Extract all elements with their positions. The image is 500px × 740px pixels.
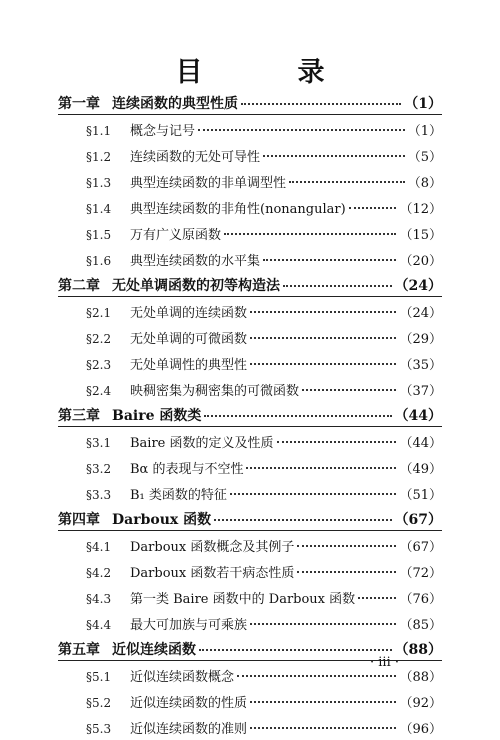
- dot-leader: [297, 539, 396, 547]
- chapter-rule: [58, 296, 442, 297]
- section-number: §5.1: [86, 669, 112, 684]
- section-number: §4.4: [86, 617, 112, 632]
- dot-leader: [283, 279, 392, 287]
- section-title: 近似连续函数的准则: [130, 721, 248, 737]
- section-page-number: （49）: [399, 461, 442, 477]
- toc-section-row[interactable]: [86, 532, 442, 558]
- toc-section-row[interactable]: [86, 324, 442, 350]
- toc-section-row[interactable]: [86, 246, 442, 272]
- section-number: §1.5: [86, 227, 112, 242]
- chapter-heading: [58, 275, 280, 295]
- dot-leader: [263, 149, 405, 157]
- section-heading: [86, 328, 247, 347]
- section-number: §2.4: [86, 383, 112, 398]
- chapter-page-number: （1）: [404, 96, 442, 112]
- chapter-heading: [58, 509, 211, 529]
- toc-section-row[interactable]: [86, 584, 442, 610]
- chapter-title: 无处单调函数的初等构造法: [112, 278, 280, 294]
- section-heading: [86, 562, 294, 581]
- section-heading: [86, 588, 355, 607]
- section-page-number: （1）: [407, 123, 442, 139]
- section-heading: [86, 484, 227, 503]
- chapter-page-number: （88）: [394, 642, 442, 658]
- dot-leader: [358, 591, 396, 599]
- chapter-number: 第四章: [58, 512, 100, 528]
- section-page-number: （96）: [399, 721, 442, 737]
- section-heading: [86, 146, 260, 165]
- toc-section-row[interactable]: [86, 220, 442, 246]
- dot-leader: [302, 383, 396, 391]
- chapter-number: 第二章: [58, 278, 100, 294]
- section-heading: [86, 536, 294, 555]
- dot-leader: [214, 513, 391, 521]
- section-number: §1.6: [86, 253, 112, 268]
- section-title: 连续函数的无处可导性: [130, 149, 261, 165]
- chapter-number: 第一章: [58, 96, 100, 112]
- section-heading: [86, 354, 247, 373]
- section-page-number: （12）: [399, 201, 442, 217]
- section-number: §3.3: [86, 487, 112, 502]
- dot-leader: [241, 97, 401, 105]
- dot-leader: [237, 669, 396, 677]
- section-page-number: （37）: [399, 383, 442, 399]
- dot-leader: [297, 565, 396, 573]
- dot-leader: [250, 617, 396, 625]
- chapter-heading: [58, 93, 238, 113]
- section-title: 典型连续函数的非角性(nonangular): [130, 201, 346, 217]
- section-heading: [86, 380, 299, 399]
- chapter-heading: [58, 405, 201, 425]
- dot-leader: [199, 643, 392, 651]
- dot-leader: [204, 409, 391, 417]
- section-number: §3.2: [86, 461, 112, 476]
- toc-section-row[interactable]: [86, 168, 442, 194]
- section-page-number: （92）: [399, 695, 442, 711]
- section-title: 最大可加族与可乘族: [130, 617, 248, 633]
- toc-section-row[interactable]: [86, 350, 442, 376]
- section-page-number: （51）: [399, 487, 442, 503]
- dot-leader: [224, 227, 396, 235]
- section-heading: [86, 458, 243, 477]
- toc-section-row[interactable]: [86, 428, 442, 454]
- toc-section-row[interactable]: [86, 558, 442, 584]
- dot-leader: [246, 461, 396, 469]
- chapter-page-number: （44）: [394, 408, 442, 424]
- chapter-title: 连续函数的典型性质: [112, 96, 238, 112]
- section-heading: [86, 692, 247, 711]
- section-number: §1.2: [86, 149, 112, 164]
- section-title: 近似连续函数概念: [130, 669, 235, 685]
- section-heading: [86, 302, 247, 321]
- section-number: §1.1: [86, 123, 112, 138]
- section-number: §5.3: [86, 721, 112, 736]
- toc-section-row[interactable]: [86, 116, 442, 142]
- toc-chapter-row[interactable]: [58, 402, 442, 428]
- section-number: §1.4: [86, 201, 112, 216]
- toc-chapter-row[interactable]: [58, 506, 442, 532]
- section-heading: [86, 666, 234, 685]
- toc-chapter-row[interactable]: [58, 90, 442, 116]
- dot-leader: [277, 435, 397, 443]
- toc-section-row[interactable]: [86, 480, 442, 506]
- chapter-rule: [58, 530, 442, 531]
- section-title: 概念与记号: [130, 123, 196, 139]
- dot-leader: [250, 721, 396, 729]
- section-title: 无处单调性的典型性: [130, 357, 248, 373]
- section-number: §4.3: [86, 591, 112, 606]
- section-page-number: （76）: [399, 591, 442, 607]
- page-number: · iii ·: [370, 655, 400, 670]
- chapter-number: 第五章: [58, 642, 100, 658]
- toc-section-row[interactable]: [86, 142, 442, 168]
- section-page-number: （44）: [399, 435, 442, 451]
- page-title: 目 录: [175, 57, 359, 88]
- chapter-number: 第三章: [58, 408, 100, 424]
- section-heading: [86, 224, 221, 243]
- section-heading: [86, 172, 286, 191]
- section-heading: [86, 614, 247, 633]
- section-title: 典型连续函数的非单调型性: [130, 175, 287, 191]
- toc-section-row[interactable]: [86, 194, 442, 220]
- toc-chapter-row[interactable]: [58, 272, 442, 298]
- toc-section-row[interactable]: [86, 454, 442, 480]
- chapter-title: Baire 函数类: [112, 408, 202, 424]
- chapter-rule: [58, 426, 442, 427]
- section-heading: [86, 718, 247, 737]
- dot-leader: [263, 253, 396, 261]
- dot-leader: [230, 487, 397, 495]
- dot-leader: [289, 175, 405, 183]
- dot-leader: [250, 695, 396, 703]
- section-title: 典型连续函数的水平集: [130, 253, 261, 269]
- chapter-title: 近似连续函数: [112, 642, 196, 658]
- toc-section-row[interactable]: [86, 688, 442, 714]
- toc-section-row[interactable]: [86, 610, 442, 636]
- section-number: §3.1: [86, 435, 112, 450]
- section-number: §1.3: [86, 175, 112, 190]
- section-title: 近似连续函数的性质: [130, 695, 248, 711]
- toc-section-row[interactable]: [86, 714, 442, 740]
- section-title: Darboux 函数概念及其例子: [130, 539, 295, 555]
- section-title: B₁ 类函数的特征: [130, 487, 227, 503]
- section-title: 映稠密集为稠密集的可微函数: [130, 383, 300, 399]
- section-title: Darboux 函数若干病态性质: [130, 565, 295, 581]
- dot-leader: [250, 331, 396, 339]
- section-page-number: （72）: [399, 565, 442, 581]
- section-number: §5.2: [86, 695, 112, 710]
- section-number: §2.1: [86, 305, 112, 320]
- section-heading: [86, 250, 260, 269]
- section-title: 万有广义原函数: [130, 227, 222, 243]
- section-title: Baire 函数的定义及性质: [130, 435, 274, 451]
- section-page-number: （15）: [399, 227, 442, 243]
- section-title: Bα 的表现与不空性: [130, 461, 244, 477]
- toc-chapter-row[interactable]: [58, 636, 442, 662]
- section-title: 第一类 Baire 函数中的 Darboux 函数: [130, 591, 356, 607]
- toc-section-row[interactable]: [86, 662, 442, 688]
- section-number: §2.2: [86, 331, 112, 346]
- dot-leader: [250, 357, 396, 365]
- toc-section-row[interactable]: [86, 376, 442, 402]
- toc-section-row[interactable]: [86, 298, 442, 324]
- section-number: §4.1: [86, 539, 112, 554]
- chapter-title: Darboux 函数: [112, 512, 212, 528]
- section-title: 无处单调的可微函数: [130, 331, 248, 347]
- section-page-number: （24）: [399, 305, 442, 321]
- chapter-rule: [58, 114, 442, 115]
- section-number: §4.2: [86, 565, 112, 580]
- chapter-rule: [58, 660, 442, 661]
- section-title: 无处单调的连续函数: [130, 305, 248, 321]
- section-page-number: （29）: [399, 331, 442, 347]
- chapter-page-number: （67）: [394, 512, 442, 528]
- section-heading: [86, 120, 195, 139]
- section-page-number: （67）: [399, 539, 442, 555]
- section-heading: [86, 432, 274, 451]
- section-page-number: （88）: [399, 669, 442, 685]
- dot-leader: [198, 123, 405, 131]
- section-page-number: （35）: [399, 357, 442, 373]
- dot-leader: [250, 305, 396, 313]
- section-page-number: （8）: [407, 175, 442, 191]
- chapter-heading: [58, 639, 196, 659]
- section-page-number: （85）: [399, 617, 442, 633]
- section-number: §2.3: [86, 357, 112, 372]
- section-page-number: （20）: [399, 253, 442, 269]
- section-heading: [86, 198, 346, 217]
- chapter-page-number: （24）: [394, 278, 442, 294]
- section-page-number: （5）: [407, 149, 442, 165]
- dot-leader: [349, 201, 397, 209]
